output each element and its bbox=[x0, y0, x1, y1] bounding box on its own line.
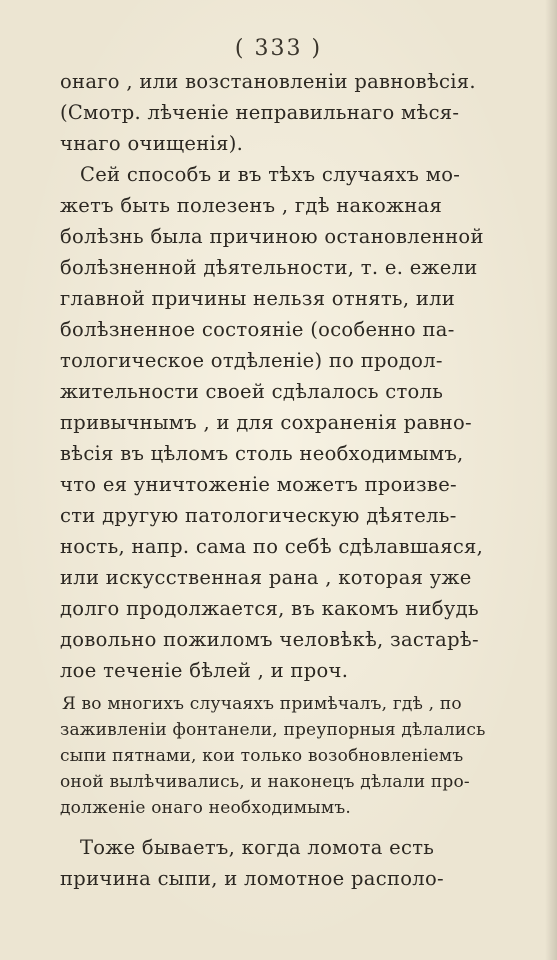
text-line: Сей способъ и въ тѣхъ случаяхъ мо- bbox=[80, 163, 461, 186]
text-line: долженіе онаго необходимымъ. bbox=[60, 798, 351, 818]
text-line: Тоже бываетъ, когда ломота есть bbox=[80, 836, 435, 859]
text-line: сыпи пятнами, кои только возобновленіемъ bbox=[60, 746, 464, 766]
text-line: болѣзненной дѣятельности, т. е. ежели bbox=[60, 256, 478, 279]
text-line: болѣзненное состояніе (особенно па- bbox=[60, 318, 455, 341]
text-line: болѣзнь была причиною остановленной bbox=[60, 225, 484, 248]
text-line: жетъ быть полезенъ , гдѣ накожная bbox=[60, 194, 443, 217]
text-line: или искусственная рана , которая уже bbox=[60, 566, 472, 589]
text-line: тологическое отдѣленіе) по продол- bbox=[60, 349, 443, 372]
text-line: довольно пожиломъ человѣкѣ, застарѣ- bbox=[60, 628, 479, 651]
text-line: жительности своей сдѣлалось столь bbox=[60, 380, 444, 403]
text-line: Я во многихъ случаяхъ примѣчалъ, гдѣ , по bbox=[62, 694, 462, 714]
text-line: главной причины нельзя отнять, или bbox=[60, 287, 456, 310]
text-line: лое теченіе бѣлей , и проч. bbox=[60, 659, 349, 682]
page-number: ( 333 ) bbox=[234, 36, 323, 61]
text-line: сти другую патологическую дѣятель- bbox=[60, 504, 457, 527]
text-line: вѣсія въ цѣломъ столь необходимымъ, bbox=[60, 442, 464, 465]
text-line: привычнымъ , и для сохраненія равно- bbox=[60, 411, 472, 434]
text-line: ность, напр. сама по себѣ сдѣлавшаяся, bbox=[60, 535, 484, 558]
text-line: причина сыпи, и ломотное располо- bbox=[60, 867, 444, 890]
text-line: заживленіи фонтанели, преупорныя дѣлались bbox=[60, 720, 486, 740]
text-line: чнаго очищенія). bbox=[60, 132, 244, 155]
text-line: оной вылѣчивались, и наконецъ дѣлали про- bbox=[60, 772, 470, 792]
text-line: что ея уничтоженіе можетъ произве- bbox=[60, 473, 457, 496]
text-line: долго продолжается, въ какомъ нибудь bbox=[60, 597, 479, 620]
text-line: онаго , или возстановленіи равновѣсія. bbox=[60, 70, 476, 93]
text-line: (Смотр. лѣченіе неправильнаго мѣся- bbox=[60, 101, 460, 124]
